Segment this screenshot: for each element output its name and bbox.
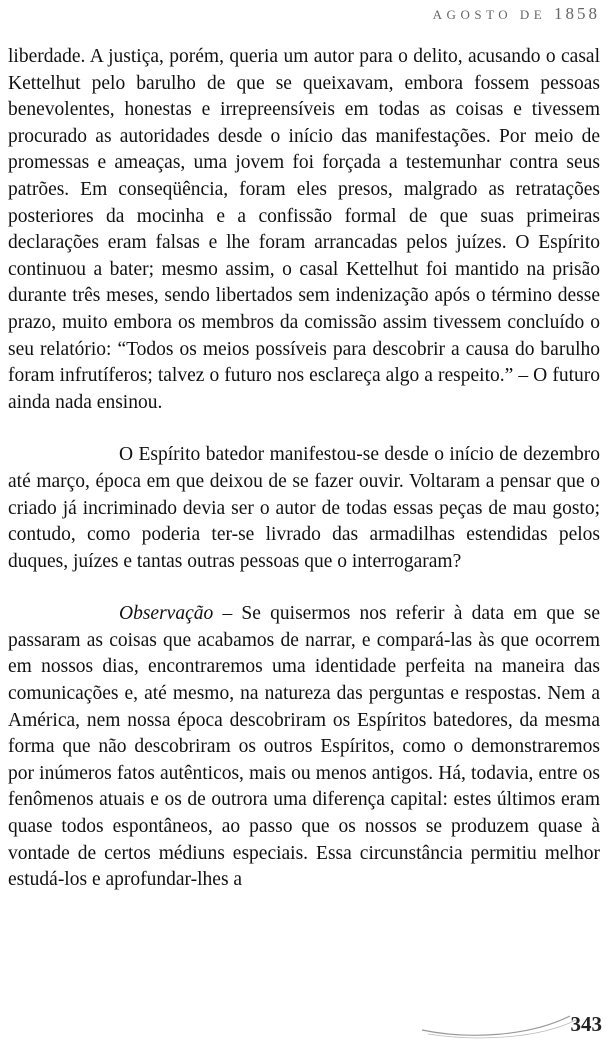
paragraph-1: liberdade. A justiça, porém, queria um autor para o delito, acusando o casal Kettelhut pelo barulho de que se queixavam, embora fossem pessoas benevolentes, honestas e irrepreensíveis em todas as coisas e tivessem procurado as autoridades desde o início das manifestações. Por meio de promessas e ameaças, uma jovem foi forçada a testemunhar contra seus patrões. Em conseqüência, foram eles presos, malgrado as retratações posteriores da mocinha e a confissão formal de que suas primeiras declarações eram falsas e lhe foram arrancadas pelos juízes. O Espírito continuou a bater; mesmo assim, o casal Kettelhut foi mantido na prisão durante três meses, sendo libertados sem indenização após o término desse prazo, muito embora os membros da comissão assim tivessem concluído o seu relatório: “Todos os meios possíveis para descobrir a causa do barulho foram infrutíferos; talvez o futuro nos esclareça algo a respeito.” – O futuro ainda nada ensinou. bbox=[8, 46, 600, 413]
paragraph-3 bbox=[8, 601, 600, 894]
running-header bbox=[433, 4, 600, 24]
page-number: 343 bbox=[570, 1012, 602, 1036]
paragraph-2: O Espírito batedor manifestou-se desde o início de dezembro até março, época em que deixou de se fazer ouvir. Voltaram a pensar que o criado já incriminado devia ser o autor de todas essas peças de mau gosto; contudo, como poderia ter-se livrado das armadilhas estendidas pelos duques, juízes e tantas outras pessoas que o interrogaram? bbox=[8, 444, 600, 572]
footer-swoosh-ornament bbox=[420, 1010, 580, 1040]
paragraph-3-text: – Se quisermos nos referir à data em que se passaram as coisas que acabamos de narrar, e compará-las às que ocorrem em nossos dias, encontraremos uma identidade perfeita na maneira das comunicações e, até mesmo, na natureza das perguntas e respostas. Nem a América, nem nossa época descobriram os Espíritos batedores, da mesma forma que não descobriram os outros Espíritos, como o demonstraremos por inúmeros fatos autênticos, mais ou menos antigos. Há, todavia, entre os fenômenos atuais e os de outrora uma diferença capital: estes últimos eram quase todos espontâneos, ao passo que os nossos se produzem quase à vontade de certos médiuns especiais. Essa circunstância permitiu melhor estudá-los e aprofundar-lhes a bbox=[8, 603, 600, 891]
body-text bbox=[8, 44, 600, 894]
observation-label: Observação bbox=[119, 603, 214, 625]
header-month: AGOSTO DE bbox=[432, 7, 547, 22]
header-year: 1858 bbox=[554, 4, 600, 23]
